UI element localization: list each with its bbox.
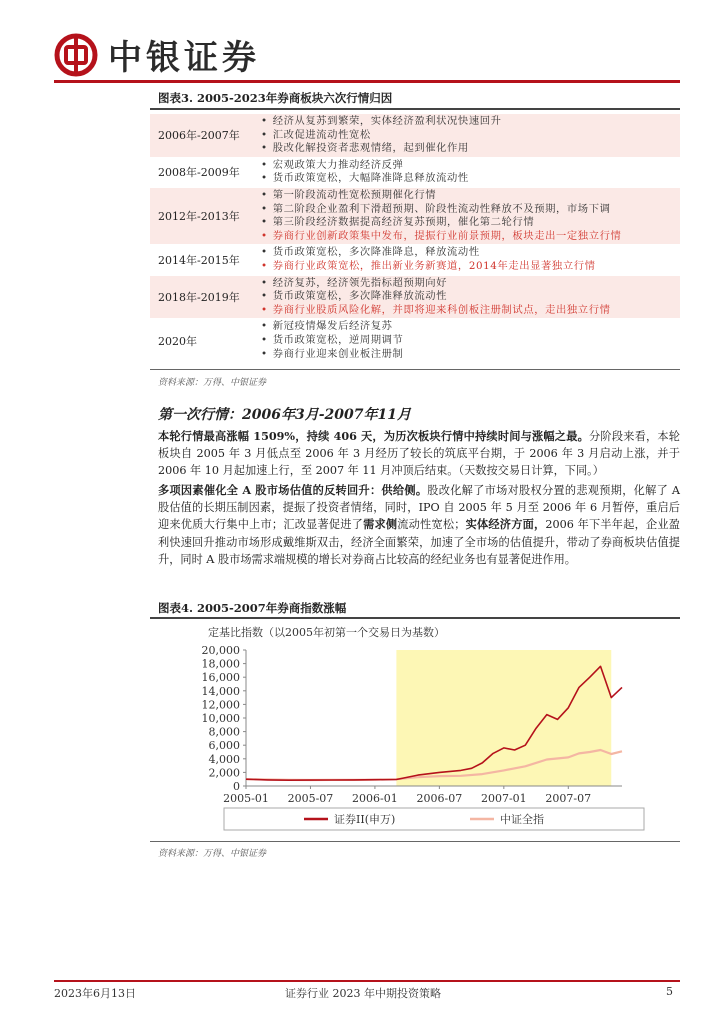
y-tick-label: 8,000 [208, 725, 240, 739]
table-items-cell [255, 245, 680, 274]
table-bullet-item: • 货币政策宽松，多次降准降息，释放流动性 [255, 246, 680, 260]
x-tick-label: 2007-01 [480, 792, 527, 805]
paragraph-2-bold-2: 需求侧 [363, 517, 398, 532]
table-items-cell [255, 114, 680, 157]
brand-name: 中银证券 [108, 38, 260, 78]
table-row [150, 188, 680, 245]
section-heading: 第一次行情：2006年3月-2007年11月 [158, 407, 411, 423]
table-bullet-item: • 第一阶段流动性宽松预期催化行情 [255, 189, 680, 203]
table-bullet-item: • 经济复苏，经济领先指标超预期向好 [255, 277, 680, 291]
paragraph-2-bold-1: 多项因素催化全 A 股市场估值的反转回升：供给侧。 [158, 483, 428, 497]
paragraph-1-text: 分阶段来看，本轮板块自 2005 年 3 月低点至 2006 年 3 月经历了较长的筑底平台期，于 2006 年 3 月启动上涨，并于 2006 年 10 月起加速上行，至 2007 年 11 月冲顶后结束。（天数按交易日计算，下同。） [158, 430, 680, 478]
table-bullet-item: • 券商行业迎来创业板注册制 [255, 348, 680, 362]
table-row [150, 276, 680, 320]
legend-box [224, 808, 644, 830]
x-tick-label: 2006-01 [352, 792, 398, 805]
legend-label: 证券II(申万) [334, 813, 396, 826]
table-items-cell [255, 276, 680, 319]
table-bullet-item: • 经济从复苏到繁荣，实体经济盈利状况快速回升 [255, 115, 680, 129]
footer-doc-title: 证券行业 2023 年中期投资策略 [285, 987, 441, 1000]
chart-title: 定基比指数（以2005年初第一个交易日为基数） [208, 626, 445, 639]
footer-date: 2023年6月13日 [54, 987, 136, 1000]
y-tick-label: 18,000 [201, 657, 240, 671]
chart-figure-title: 图表4. 2005-2007年券商指数涨幅 [158, 601, 347, 615]
table-year-cell: 2020年 [158, 334, 197, 348]
table-bullet-item: • 券商行业股质风险化解，并即将迎来科创板注册制试点，走出独立行情 [255, 304, 680, 318]
page-number: 5 [666, 985, 673, 998]
header-rule [54, 80, 680, 83]
paragraph-2 [158, 482, 680, 568]
y-tick-label: 20,000 [201, 644, 240, 657]
y-tick-label: 10,000 [201, 712, 240, 725]
y-tick-label: 4,000 [208, 752, 240, 766]
paragraph-2-text-1: 股改化解了市场对股权分置的悲观预期，化解了 A 股估值的长期压制因素，提振了投资者情绪，同时，IPO 自 2005 年 5 月至 2006 年 6 月暂停，重启后迎来优质大行集中上市；汇改显著促进了 [158, 484, 680, 532]
highlight-band [396, 650, 611, 786]
table-items-cell [255, 188, 680, 244]
x-tick-label: 2005-01 [223, 792, 269, 805]
table-bullet-item: • 新冠疫情爆发后经济复苏 [255, 320, 680, 334]
paragraph-1 [158, 428, 680, 480]
table-items-cell [255, 319, 680, 362]
table-year-cell: 2006年-2007年 [158, 129, 240, 143]
table-bullet-item: • 券商行业政策宽松，推出新业务新赛道，2014年走出显著独立行情 [255, 260, 680, 274]
chart-source: 资料来源：万得、中银证券 [158, 849, 267, 859]
index-line-chart [150, 620, 680, 835]
y-tick-label: 14,000 [201, 684, 240, 698]
table-bullet-item: • 第二阶段企业盈利下滑超预期、阶段性流动性释放不及预期，市场下调 [255, 203, 680, 217]
x-tick-label: 2006-07 [416, 792, 463, 805]
paragraph-2-text-2: 流动性宽松； [397, 518, 466, 532]
chart-area [150, 620, 680, 835]
footer-rule [54, 980, 680, 982]
table-items-cell [255, 158, 680, 187]
table-bullet-item: • 货币政策宽松，逆周期调节 [255, 334, 680, 348]
table-figure-title: 图表3. 2005-2023年券商板块六次行情归因 [158, 91, 393, 105]
table-bullet-item: • 汇改促进流动性宽松 [255, 129, 680, 143]
attribution-table [150, 114, 680, 363]
table-bullet-item: • 券商行业创新政策集中发布，提振行业前景预期，板块走出一定独立行情 [255, 230, 680, 244]
table-bullet-item: • 第三阶段经济数据提高经济复苏预期，催化第二轮行情 [255, 216, 680, 230]
paragraph-2-bold-3: 实体经济方面， [465, 517, 546, 532]
x-tick-label: 2007-07 [545, 792, 592, 805]
table-row [150, 114, 680, 158]
table-bullet-item: • 货币政策宽松，大幅降准降息释放流动性 [255, 172, 680, 186]
table-row [150, 245, 680, 275]
y-tick-label: 12,000 [201, 698, 240, 712]
table-bullet-item: • 股改化解投资者悲观情绪，起到催化作用 [255, 142, 680, 156]
paragraph-2-text-3: 2006 年下半年起，企业盈利快速回升推动市场形成戴维斯双击，经济全面繁荣，加速了全市场的估值提升，带动了券商板块估值提升，同时 A 股市场需求端规模的增长对券商占比较高的经纪业务也有显著促进作用。 [158, 518, 680, 566]
bank-of-china-logo-icon [54, 33, 98, 77]
table-year-cell: 2012年-2013年 [158, 210, 240, 224]
y-tick-label: 0 [233, 780, 240, 793]
table-bullet-item: • 宏观政策大力推动经济反弹 [255, 159, 680, 173]
x-tick-label: 2005-07 [287, 792, 334, 805]
chart-top-rule [150, 617, 680, 619]
y-tick-label: 16,000 [201, 671, 240, 685]
paragraph-1-bold: 本轮行情最高涨幅 1509%，持续 406 天，为历次板块行情中持续时间与涨幅之最。 [158, 429, 590, 443]
table-year-cell: 2018年-2019年 [158, 290, 240, 304]
table-year-cell: 2008年-2009年 [158, 166, 240, 180]
table-top-rule [150, 108, 680, 110]
table-row [150, 158, 680, 188]
table-bullet-item: • 货币政策宽松，多次降准释放流动性 [255, 290, 680, 304]
y-tick-label: 2,000 [208, 766, 240, 780]
table-bottom-rule [150, 369, 680, 370]
legend-label: 中证全指 [500, 813, 544, 826]
chart-bottom-rule [150, 841, 680, 842]
logo [54, 30, 260, 79]
table-source: 资料来源：万得、中银证券 [158, 378, 267, 388]
table-row [150, 319, 680, 363]
y-tick-label: 6,000 [208, 739, 240, 753]
table-year-cell: 2014年-2015年 [158, 253, 240, 267]
